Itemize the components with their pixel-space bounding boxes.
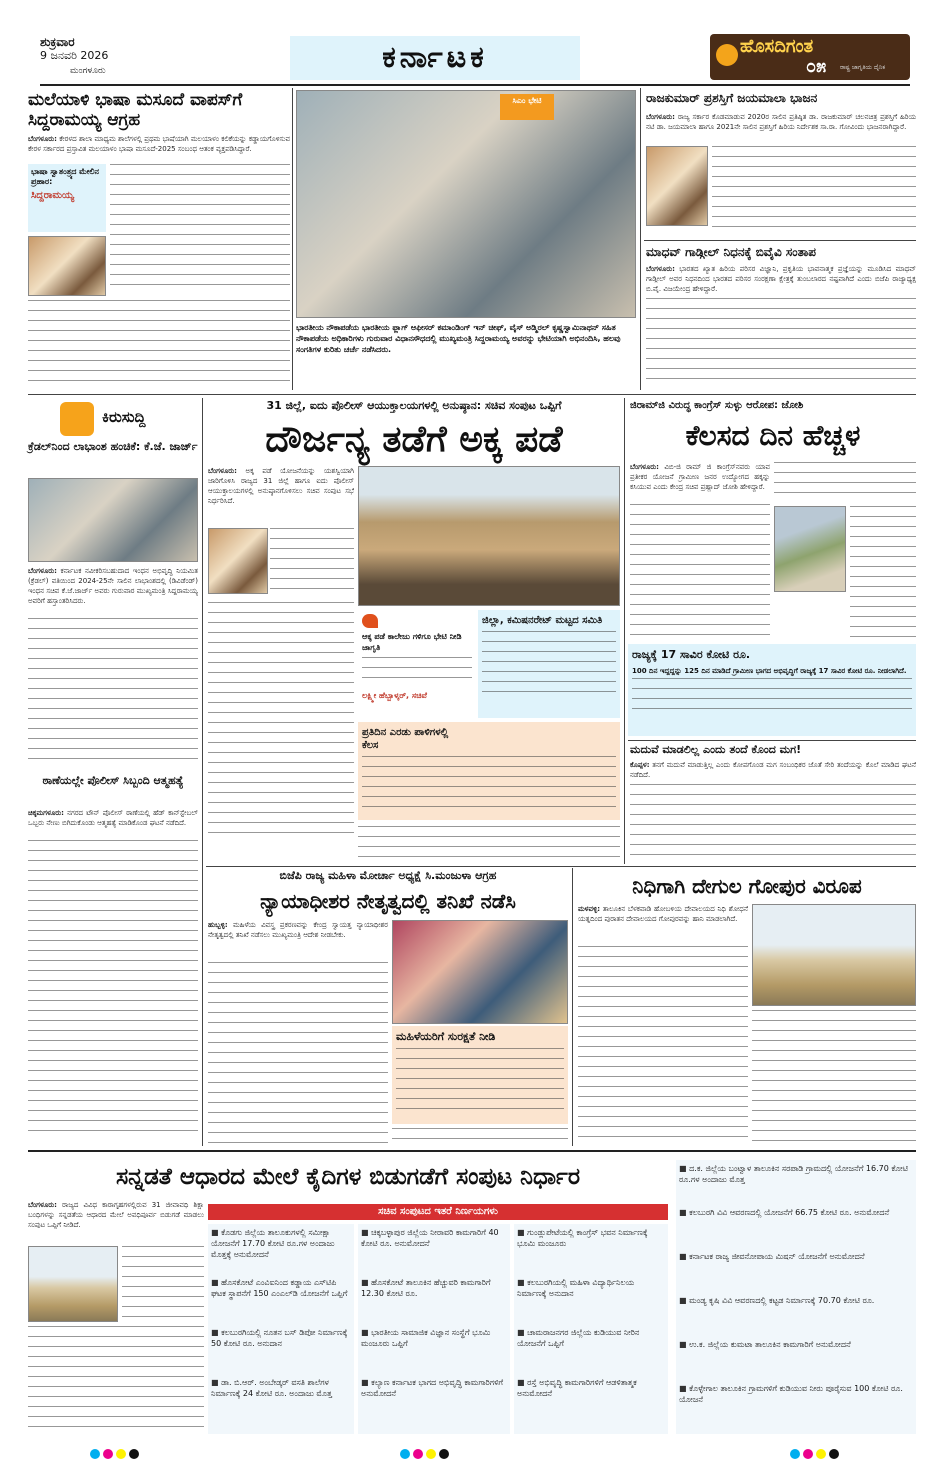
brief1-headline: ಕ್ರೆಡಲ್‌ನಿಂದ ಲಾಭಾಂಶ ಹಂಚಿಕೆ: ಕೆ.ಜೆ. ಜಾರ್ಜ್ (28, 440, 198, 453)
decision-item: ■ ಚಿಕ್ಕಬಳ್ಳಾಪುರ ಜಿಲ್ಲೆಯ ನೀರಾವರಿ ಕಾಮಗಾರಿಗೆ 40 ಕೋಟಿ ರೂ. ಅನುಮೋದನೆ (361, 1227, 507, 1277)
decision-item: ■ ಚಾಮರಾಜನಗರ ಜಿಲ್ಲೆಯ ಕುಡಿಯುವ ನೀರಿನ ಯೋಜನೆಗೆ ಒಪ್ಪಿಗೆ (517, 1327, 665, 1377)
brief-news-icon (60, 402, 94, 436)
story1-lead-text: ಕೇರಳದ ಶಾಲಾ ಮಾಧ್ಯಮ ಶಾಲೆಗಳಲ್ಲಿ ಪ್ರಥಮ ಭಾಷೆಯಾಗಿ ಮಲಯಾಳಂ ಕಲಿಕೆಯನ್ನು ಕಡ್ಡಾಯಗೊಳಿಸುವ ಕೇರಳ ಸರ್ಕಾರದ ಪ್ರಸ್ತಾವಿತ ಮಲಯಾಳಂ ಭಾಷಾ ಮಸೂದೆ-2025 ಸಂಬಂಧ ಆತಂಕ ವ್ಯಕ್ತಪಡಿಸಿದ್ದಾರೆ. (28, 135, 290, 153)
story2-lead (646, 112, 916, 142)
story6-lead: 100 ದಿನ ಇದ್ದದ್ದನ್ನು 125 ದಿನ ಮಾಡಿದೆ ಗ್ರಾಮೀಣ ಭಾಗದ ಅಭಿವೃದ್ಧಿಗೆ ರಾಜ್ಯಕ್ಕೆ 17 ಸಾವಿರ ಕೋಟಿ ರೂ. ನೀಡಲಾಗಿದೆ. (632, 667, 907, 675)
story3-dateline: ಬೆಂಗಳೂರು: (646, 265, 675, 273)
reg-mark-cyan (400, 1449, 410, 1459)
decisions-col4 (676, 1160, 916, 1434)
story1-inset (28, 164, 106, 232)
reg-mark-black (129, 1449, 139, 1459)
reg-mark-cyan (90, 1449, 100, 1459)
story2-headline: ರಾಜಕುಮಾರ್ ಪ್ರಶಸ್ತಿಗೆ ಜಯಮಾಲಾ ಭಾಜನ (646, 91, 818, 105)
story1-photo (28, 236, 106, 296)
story3-lead (646, 264, 916, 294)
quote-author: ಲಕ್ಷ್ಮೀ ಹೆಬ್ಬಾಳ್ಕರ್, ಸಚಿವೆ (362, 691, 427, 700)
navy-meeting-photo (296, 90, 636, 318)
minister-photo (208, 528, 268, 594)
section-title: ಕರ್ನಾಟಕ (290, 36, 580, 80)
decision-item: ■ ಕಲಬುರಗಿಯಲ್ಲಿ ಮಹಿಳಾ ವಿದ್ಯಾರ್ಥಿನಿಲಯ ನಿರ್ಮಾಣಕ್ಕೆ ಅನುದಾನ (517, 1277, 665, 1327)
cabinet-decisions-bar: ಸಚಿವ ಸಂಪುಟದ ಇತರೆ ನಿರ್ಣಯಗಳು (208, 1204, 668, 1220)
decision-item: ■ ಗುಂಡ್ಲುಪೇಟೆಯಲ್ಲಿ ಕಾಂಗ್ರೆಸ್ ಭವನ ನಿರ್ಮಾಣಕ್ಕೆ ಭೂಮಿ ಮಂಜೂರು (517, 1227, 665, 1277)
date-label: 9 ಜನವರಿ 2026 (40, 49, 109, 62)
reg-mark-magenta (803, 1449, 813, 1459)
story8-box-lines (396, 1048, 564, 1118)
row-rule (28, 394, 916, 395)
logo-tagline: ರಾಷ್ಟ್ರ ಜಾಗೃತಿಯ ದೈನಿಕ (840, 64, 886, 71)
story5-body-lines-3 (850, 506, 916, 640)
reg-mark-cyan (790, 1449, 800, 1459)
story8-box-title: ಮಹಿಳೆಯರಿಗೆ ಸುರಕ್ಷತೆ ನೀಡಿ (396, 1030, 496, 1043)
story8-lead (208, 920, 388, 960)
day-label: ಶುಕ್ರವಾರ (40, 35, 75, 49)
story5-body-lines (630, 504, 770, 640)
credl-photo (28, 478, 198, 562)
column-rule (202, 398, 203, 1146)
story5-kicker: ಜಿರಾಮ್‌ಜಿ ವಿರುದ್ಧ ಕಾಂಗ್ರೆಸ್ ಸುಳ್ಳು ಆರೋಪ: ಜೋಶಿ (630, 400, 804, 411)
decision-item: ■ ರಸ್ತೆ ಅಭಿವೃದ್ಧಿ ಕಾಮಗಾರಿಗಳಿಗೆ ಆಡಳಿತಾತ್ಮಕ ಅನುಮೋದನೆ (517, 1377, 665, 1427)
story1-body-lines (110, 164, 290, 294)
story10-dateline: ಬೆಂಗಳೂರು: (28, 1201, 57, 1209)
header-rule (40, 84, 910, 86)
decisions-col1 (208, 1224, 354, 1434)
row-rule (28, 1150, 916, 1152)
date-block (40, 36, 108, 62)
state-fund-box (628, 644, 916, 736)
decision-item: ■ ಕಲಬುರಗಿಯಲ್ಲಿ ನೂತನ ಬಸ್ ಡಿಪೋ ನಿರ್ಮಾಣಕ್ಕೆ 50 ಕೋಟಿ ರೂ. ಅನುದಾನ (211, 1327, 351, 1377)
story7-dateline: ಕೊಪ್ಪಳ: (630, 761, 650, 769)
column-rule (292, 88, 293, 390)
quote-title: ಆಕ್ಕ ಪಡೆ ಕಾಲೇಜು ಗಳಿಗೂ ಭೇಟಿ ನೀಡಿ ಜಾಗೃತಿ (362, 632, 462, 652)
story3-body-lines (646, 298, 916, 388)
story9-lead-text: ತಾಲೂಕಿನ ಬೆಳಕವಾಡಿ ಹೋಬಳಿಯ ದೇವಾಲಯದ ನಿಧಿ ಶೋಧನೆ ಯತ್ನದಿಂದ ಪುರಾತನ ದೇವಾಲಯದ ಗೋಪುರವನ್ನು ಹಾನಿ ಮಾಡಲಾಗಿದೆ. (578, 905, 748, 923)
story8-headline: ನ್ಯಾಯಾಧೀಶರ ನೇತೃತ್ವದಲ್ಲಿ ತನಿಖೆ ನಡೆಸಿ (260, 889, 516, 913)
district-committee-box (478, 610, 620, 718)
box2-body-lines (362, 756, 616, 816)
decision-item: ■ ಮಂಡ್ಯ ಕೃಷಿ ವಿವಿ ಆವರಣದಲ್ಲಿ ಕಟ್ಟಡ ನಿರ್ಮಾಣಕ್ಕೆ 70.70 ಕೋಟಿ ರೂ. (679, 1295, 913, 1339)
story5-lead-text: ವಿಬಿ-ಜಿ ರಾಮ್ ಜಿ ಕಾಂಗ್ರೆಸ್‌ನವರು ಯಾವ ಪ್ರತೀಕರ ಯೋಜನೆ ಗ್ರಾಮೀಣ ಜನರ ಉದ್ಯೋಗದ ಹಕ್ಕನ್ನು ಕಸಿಯುವ ಎಂದು ಕೇಂದ್ರ ಸಚಿವ ಪ್ರಹ್ಲಾದ್ ಜೋಶಿ ಹೇಳಿದ್ದಾರೆ. (630, 463, 770, 491)
kirusuddi-header (50, 402, 200, 438)
decision-item: ■ ಕಲಬುರಗಿ ವಿವಿ ಆವರಣದಲ್ಲಿ ಯೋಜನೆಗೆ 66.75 ಕೋಟಿ ರೂ. ಅನುಮೋದನೆ (679, 1207, 913, 1251)
story6-headline: ರಾಜ್ಯಕ್ಕೆ 17 ಸಾವಿರ ಕೋಟಿ ರೂ. (632, 648, 751, 661)
reg-mark-black (439, 1449, 449, 1459)
story1-inset-label: ಭಾಷಾ ಸ್ವಾತಂತ್ರ್ಯದ ಮೇಲಿನ ಪ್ರಹಾರ: (31, 167, 99, 186)
reg-mark-yellow (116, 1449, 126, 1459)
brief1-lead (28, 566, 198, 616)
story3-headline: ಮಾಧವ್ ಗಾಡ್ಗೀಲ್ ನಿಧನಕ್ಕೆ ಬಿವೈವಿ ಸಂತಾಪ (646, 245, 816, 259)
story8-dateline: ಹುಬ್ಬಳ್ಳಿ: (208, 921, 228, 929)
brief2-body-lines (28, 840, 198, 1140)
story8-kicker: ಬಿಜೆಪಿ ರಾಜ್ಯ ಮಹಿಳಾ ಮೋರ್ಚಾ ಅಧ್ಯಕ್ಷೆ ಸಿ.ಮಂಜುಳಾ ಆಗ್ರಹ (279, 869, 497, 882)
story7-lead (630, 760, 916, 782)
story1-lead (28, 134, 290, 160)
story1-headline: ಮಲೆಯಾಳಿ ಭಾಷಾ ಮಸೂದೆ ವಾಪಸ್‌ಗೆ ಸಿದ್ದರಾಮಯ್ಯ ಆಗ್ರಹ (28, 90, 243, 130)
brief1-lead-text: ಕರ್ನಾಟಕ ನವೀಕರಿಸಬಹುದಾದ ಇಂಧನ ಅಭಿವೃದ್ಧಿ ನಿಯಮಿತ (ಕ್ರೆಡಲ್) ವತಿಯಿಂದ 2024-25ನೇ ಸಾಲಿನ ಲಾಭಾಂಶದಲ್ಲಿ (ಡಿವಿಡೆಂಡ್) ಇಂಧನ ಸಚಿವ ಕೆ.ಜೆ.ಜಾರ್ಜ್ ಅವರು ಗುರುವಾರ ಮುಖ್ಯಮಂತ್ರಿ ಸಿದ್ದರಾಮಯ್ಯ ಅವರಿಗೆ ಹಸ್ತಾಂತರಿಸಿದರು. (28, 567, 198, 605)
story8-lead-text: ಮಹಿಳೆಯ ವಿವಸ್ತ್ರ ಪ್ರಕರಣವನ್ನು ಕೇಂದ್ರ ಸ್ವಾಯತ್ತ ನ್ಯಾಯಾಧೀಶರ ನೇತೃತ್ವದಲ್ಲಿ ತನಿಖೆ ನಡೆಸಲು ಮುಖ್ಯಮಂತ್ರಿ ಆದೇಶ ನೀಡಬೇಕು. (208, 921, 388, 939)
decisions-col2 (358, 1224, 510, 1434)
box2-title: ಪ್ರತಿದಿನ ಎರಡು ಪಾಳಿಗಳಲ್ಲಿ ಕೆಲಸ (362, 727, 449, 751)
decision-item: ■ ದ.ಕ. ಜಿಲ್ಲೆಯ ಬಂಟ್ವಾಳ ತಾಲೂಕಿನ ಸರಪಾಡಿ ಗ್ರಾಮದಲ್ಲಿ ಯೋಜನೆಗೆ 16.70 ಕೋಟಿ ರೂ.ಗಳ ಅಂದಾಜು ಮೊತ್ತ (679, 1163, 913, 1207)
story7-body-lines (630, 784, 916, 862)
photo-tag: ಸಿಎಂ ಭೇಟಿ (500, 94, 554, 120)
story1-dateline: ಬೆಂಗಳೂರು: (28, 135, 57, 143)
decision-item: ■ ಹೊಸಕೋಟೆ ಎಂವಿಐನಿಂದ ಕಡ್ಡಾಯ ಎಸ್‌ಟಿಪಿ ಘಟಕ ಸ್ಥಾಪನೆಗೆ 150 ಎಂಎಲ್‌ಡಿ ಯೋಜನೆಗೆ ಒಪ್ಪಿಗೆ (211, 1277, 351, 1327)
reg-mark-black (829, 1449, 839, 1459)
story8-body-lines (208, 962, 388, 1146)
story6-body-lines (632, 678, 912, 714)
story4-lead (208, 466, 354, 526)
brief2-dateline: ಚಿಕ್ಕಮಗಳೂರು: (28, 809, 64, 817)
decision-item: ■ ಕೊಳ್ಳೇಗಾಲ ತಾಲೂಕಿನ ಗ್ರಾಮಗಳಿಗೆ ಕುಡಿಯುವ ನೀರು ಪೂರೈಸುವ 100 ಕೋಟಿ ರೂ. ಯೋಜನೆ (679, 1383, 913, 1427)
reg-mark-yellow (816, 1449, 826, 1459)
story10-body-lines-2 (28, 1326, 204, 1430)
decision-item: ■ ಉ.ಕ. ಜಿಲ್ಲೆಯ ಕುಮಟಾ ತಾಲೂಕಿನ ಕಾಮಗಾರಿಗೆ ಅನುಮೋದನೆ (679, 1339, 913, 1383)
box1-body-lines (482, 631, 616, 697)
story2-body-lines (712, 146, 916, 236)
story7-lead-text: ತನಗೆ ಮದುವೆ ಮಾಡುತ್ತಿಲ್ಲ ಎಂದು ಕೋಪಗೊಂಡ ಮಗ ಸಂಬಂಧಿಕರ ಜೊತೆ ಸೇರಿ ತಂದೆಯನ್ನು ಕೊಲೆ ಮಾಡಿದ ಘಟನೆ ನಡೆದಿದೆ. (630, 761, 916, 779)
story5-dateline: ಬೆಂಗಳೂರು: (630, 463, 659, 471)
quote-icon (362, 614, 378, 628)
column-rule (624, 398, 625, 864)
brief2-lead (28, 808, 198, 838)
brief2-lead-text: ನಗರದ ಟೌನ್ ಪೊಲೀಸ್ ಠಾಣೆಯಲ್ಲಿ ಹೆಡ್ ಕಾನ್‌ಸ್ಟೇಬಲ್ ಒಬ್ಬರು ನೇಣು ಬಿಗಿದುಕೊಂಡು ಆತ್ಮಹತ್ಯೆ ಮಾಡಿಕೊಂಡ ಘಟನೆ ನಡೆದಿದೆ. (28, 809, 198, 827)
women-safety-box (392, 1026, 568, 1124)
story4-headline: ದೌರ್ಜನ್ಯ ತಡೆಗೆ ಅಕ್ಕ ಪಡೆ (265, 419, 563, 460)
story8-body-lines-2 (392, 1128, 568, 1146)
logo-name: ಹೊಸದಿಗಂತ (740, 36, 814, 57)
brief1-dateline: ಬೆಂಗಳೂರು: (28, 567, 57, 575)
kirusuddi-title: ಕಿರುಸುದ್ದಿ (102, 408, 146, 426)
story1-body-lines-2 (28, 300, 290, 384)
row-rule (206, 866, 916, 867)
story5-headline: ಕೆಲಸದ ದಿನ ಹೆಚ್ಚಳ (685, 419, 861, 452)
page-number: ೦೫ (806, 56, 827, 77)
edition-place: ಮಂಗಳೂರು (70, 66, 106, 76)
column-rule (572, 868, 573, 1146)
story4-body-lines (270, 528, 354, 598)
story10-headline: ಸನ್ನಡತೆ ಆಧಾರದ ಮೇಲೆ ಕೈದಿಗಳ ಬಿಡುಗಡೆಗೆ ಸಂಪುಟ ನಿರ್ಧಾರ (115, 1164, 581, 1190)
decision-item: ■ ಹೊಸಕೋಟೆ ತಾಲೂಕಿನ ಹೆಚ್ಚುವರಿ ಕಾಮಗಾರಿಗೆ 12.30 ಕೋಟಿ ರೂ. (361, 1277, 507, 1327)
decision-item: ■ ಡಾ. ಬಿ.ಆರ್. ಅಂಬೇಡ್ಕರ್ ವಸತಿ ಶಾಲೆಗಳ ನಿರ್ಮಾಣಕ್ಕೆ 24 ಕೋಟಿ ರೂ. ಅಂದಾಜು ಮೊತ್ತ (211, 1377, 351, 1427)
story2-dateline: ಬೆಂಗಳೂರು: (646, 113, 675, 121)
masthead-logo (710, 34, 910, 80)
registration-marks (90, 1444, 142, 1459)
story10-lead-text: ರಾಜ್ಯದ ವಿವಿಧ ಕಾರಾಗೃಹಗಳಲ್ಲಿರುವ 31 ಜೀವಾವಧಿ ಶಿಕ್ಷಾ ಬಂಧಿಗಳನ್ನು ಸನ್ನಡತೆಯ ಆಧಾರದ ಮೇಲೆ ಅವಧಿಪೂರ್ವ ಬಿಡುಗಡೆ ಮಾಡಲು ಸಂಪುಟ ಒಪ್ಪಿಗೆ ನೀಡಿದೆ. (28, 1201, 204, 1229)
story4-dateline: ಬೆಂಗಳೂರು: (208, 467, 237, 475)
story5-body-lines-2 (774, 462, 916, 502)
brief2-headline: ಠಾಣೆಯಲ್ಲೇ ಪೊಲೀಸ್ ಸಿಬ್ಬಂದಿ ಆತ್ಮಹತ್ಯೆ (42, 774, 184, 787)
box1-title: ಜಿಲ್ಲಾ, ಕಮಿಷನರೇಟ್ ಮಟ್ಟದ ಸಮಿತಿ (482, 615, 603, 626)
brief1-body-lines (28, 618, 198, 768)
women-morcha-photo (392, 920, 568, 1024)
navy-photo-caption: ಭಾರತೀಯ ನೌಕಾಪಡೆಯ ಭಾರತೀಯ ಫ್ಲಾಗ್ ಆಫೀಸರ್ ಕಮಾಂಡಿಂಗ್ ಇನ್ ಚೀಫ್, ವೈಸ್ ಅಡ್ಮಿರಲ್ ಕೃಷ್ಣಸ್ವಾಮಿನಾಥನ್ ಸಹಿತ ನೌಕಾಪಡೆಯ ಅಧಿಕಾರಿಗಳು ಗುರುವಾರ ವಿಧಾನಸೌಧದಲ್ಲಿ ಮುಖ್ಯಮಂತ್ರಿ ಸಿದ್ದರಾಮಯ್ಯ ಅವರನ್ನು ಭೇಟಿಯಾಗಿ ಅಭಿನಂದಿಸಿ, ಹಲವು ಸಂಗತಿಗಳ ಕುರಿತು ಚರ್ಚೆ ನಡೆಸಿದರು. (296, 322, 636, 386)
story9-headline: ನಿಧಿಗಾಗಿ ದೇಗುಲ ಗೋಪುರ ವಿರೂಪ (632, 874, 862, 898)
decision-item: ■ ಕೊಡಗು ಜಿಲ್ಲೆಯ ತಾಲೂಕುಗಳಲ್ಲಿ ಸಮೀಕ್ಷಾ ಯೋಜನೆಗೆ 17.70 ಕೋಟಿ ರೂ.ಗಳ ಅಂದಾಜು ಮೊತ್ತಕ್ಕೆ ಅನುಮೋದನೆ (211, 1227, 351, 1277)
decision-item: ■ ಕರ್ನಾಟಕ ರಾಜ್ಯ ಜೀವನೋಪಾಯ ಮಿಷನ್ ಯೋಜನೆಗೆ ಅನುಮೋದನೆ (679, 1251, 913, 1295)
temple-tower-photo (752, 904, 916, 1006)
story9-dateline: ಮಳವಳ್ಳಿ: (578, 905, 601, 913)
story4-body-lines-2 (208, 602, 354, 838)
story9-body-lines (578, 946, 748, 1146)
quote-box (358, 610, 476, 718)
emblem-icon (716, 44, 738, 66)
story5-lead (630, 462, 770, 502)
shift-box (358, 722, 620, 820)
story4-body-lines-3 (358, 826, 620, 860)
joshi-photo (774, 506, 846, 592)
story9-body-lines-2 (752, 1010, 916, 1146)
jayamala-photo (646, 146, 708, 226)
quote-body-lines (362, 657, 472, 687)
story10-body-lines (122, 1246, 204, 1322)
vidhana-soudha-photo (28, 1246, 118, 1322)
row-rule (644, 240, 916, 241)
decision-item: ■ ಭಾರತೀಯ ಸಾಮಾಜಿಕ ವಿಜ್ಞಾನ ಸಂಸ್ಥೆಗೆ ಭೂಮಿ ಮಂಜೂರು ಒಪ್ಪಿಗೆ (361, 1327, 507, 1377)
reg-mark-magenta (413, 1449, 423, 1459)
reg-mark-yellow (426, 1449, 436, 1459)
decision-item: ■ ಕಲ್ಯಾಣ ಕರ್ನಾಟಕ ಭಾಗದ ಅಭಿವೃದ್ಧಿ ಕಾಮಗಾರಿಗಳಿಗೆ ಅನುಮೋದನೆ (361, 1377, 507, 1427)
row-rule (628, 740, 916, 741)
column-rule (640, 88, 641, 390)
registration-marks (790, 1444, 842, 1459)
story9-lead (578, 904, 748, 944)
story2-lead-text: ರಾಜ್ಯ ಸರ್ಕಾರ ಕೊಡಮಾಡುವ 2020ರ ಸಾಲಿನ ಪ್ರತಿಷ್ಠಿತ ಡಾ. ರಾಜಕುಮಾರ್ ಚಲನಚಿತ್ರ ಪ್ರಶಸ್ತಿಗೆ ಹಿರಿಯ ನಟಿ ಡಾ. ಜಯಮಾಲಾ ಹಾಗೂ 2021ನೇ ಸಾಲಿನ ಪ್ರಶಸ್ತಿಗೆ ಹಿರಿಯ ನಿರ್ದೇಶಕ ಸಾ.ರಾ. ಗೋವಿಂದು ಭಾಜನರಾಗಿದ್ದಾರೆ. (646, 113, 916, 131)
akka-pade-photo (358, 466, 620, 606)
reg-mark-magenta (103, 1449, 113, 1459)
story1-inset-name: ಸಿದ್ದರಾಮಯ್ಯ (31, 190, 75, 201)
story7-headline: ಮದುವೆ ಮಾಡಲಿಲ್ಲ ಎಂದು ತಂದೆ ಕೊಂದ ಮಗ! (630, 743, 802, 756)
story4-lead-text: ಅಕ್ಕ ಪಡೆ ಯೋಜನೆಯನ್ನು ಯಶಸ್ವಿಯಾಗಿ ಜಾರಿಗೊಳಿಸಿ ರಾಜ್ಯದ 31 ಜಿಲ್ಲೆ ಹಾಗೂ ಐದು ಪೊಲೀಸ್ ಆಯುಕ್ತಾಲಯಗಳಲ್ಲಿ ಅನುಷ್ಠಾನಗೊಳಿಸಲು ಸಚಿವ ಸಂಪುಟ ಸಭೆ ನಿರ್ಧರಿಸಿದೆ. (208, 467, 354, 505)
registration-marks (400, 1444, 452, 1459)
decisions-col3 (514, 1224, 668, 1434)
story3-lead-text: ಭಾರತದ ಖ್ಯಾತ ಹಿರಿಯ ಪರಿಸರ ವಿಜ್ಞಾನಿ, ಪ್ರಕೃತಿಯ ಭಾವನಾತ್ಮಕ ಪ್ರಜ್ಞೆಯನ್ನು ಮೂಡಿಸಿದ ಮಾಧವ್ ಗಾಡ್ಗೀಲ್ ಅವರ ನಿಧನದಿಂದ ಭಾರತದ ಪರಿಸರ ಸಂರಕ್ಷಣಾ ಕ್ಷೇತ್ರಕ್ಕೆ ತುಂಬಲಾರದ ನಷ್ಟವಾಗಿದೆ ಎಂದು ಬಿಜೆಪಿ ರಾಜ್ಯಾಧ್ಯಕ್ಷ ಬಿ.ವೈ. ವಿಜಯೇಂದ್ರ ಹೇಳಿದ್ದಾರೆ. (646, 265, 916, 293)
story10-lead (28, 1200, 204, 1244)
story4-kicker: 31 ಜಿಲ್ಲೆ, ಐದು ಪೊಲೀಸ್ ಆಯುಕ್ತಾಲಯಗಳಲ್ಲಿ ಅನುಷ್ಠಾನ: ಸಚಿವ ಸಂಪುಟ ಒಪ್ಪಿಗೆ (266, 399, 562, 412)
